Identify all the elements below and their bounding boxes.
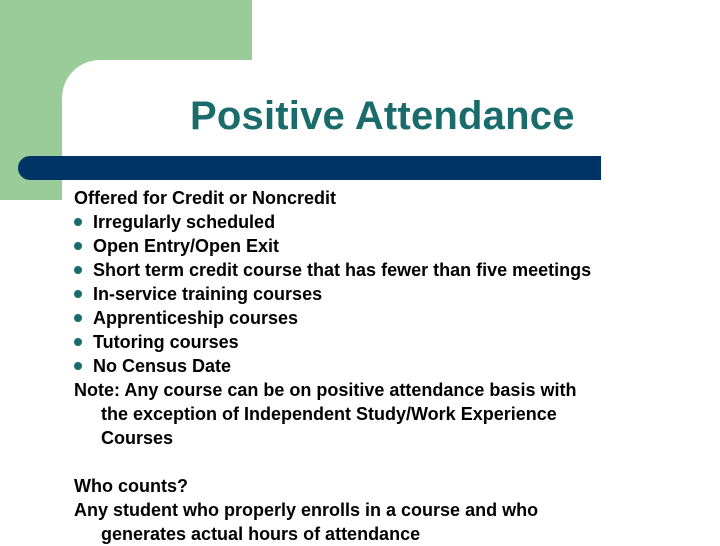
slide-content xyxy=(74,186,714,546)
note-line-continued: Courses xyxy=(101,428,174,448)
question-text: Who counts? xyxy=(74,476,188,496)
bullet-item xyxy=(74,234,714,258)
bullet-text: No Census Date xyxy=(93,356,232,376)
answer-text: Any student who properly enrolls in a course and who xyxy=(74,500,539,520)
bullet-text: Open Entry/Open Exit xyxy=(93,236,280,256)
intro-text: Offered for Credit or Noncredit xyxy=(74,188,337,208)
answer-text-continued: generates actual hours of attendance xyxy=(101,524,421,544)
note-line: Note: Any course can be on positive attendance basis with xyxy=(74,380,577,400)
title-underline-bar xyxy=(18,156,601,180)
bullet-icon xyxy=(74,290,82,298)
bullet-item xyxy=(74,210,714,234)
bullet-item xyxy=(74,306,714,330)
bullet-text: In-service training courses xyxy=(93,284,323,304)
bullet-icon xyxy=(74,242,82,250)
bullet-icon xyxy=(74,266,82,274)
bullet-text: Short term credit course that has fewer than five meetings xyxy=(93,260,592,280)
note-line-continued: the exception of Independent Study/Work Experience xyxy=(101,404,557,424)
bullet-text: Tutoring courses xyxy=(93,332,239,352)
bullet-icon xyxy=(74,218,82,226)
bullet-item xyxy=(74,354,714,378)
bullet-item xyxy=(74,330,714,354)
bullet-text: Irregularly scheduled xyxy=(93,212,276,232)
bullet-icon xyxy=(74,338,82,346)
bullet-icon xyxy=(74,362,82,370)
bullet-text: Apprenticeship courses xyxy=(93,308,299,328)
bullet-item xyxy=(74,258,714,282)
bullet-item xyxy=(74,282,714,306)
bullet-icon xyxy=(74,314,82,322)
slide-title: Positive Attendance xyxy=(190,94,575,138)
spacer xyxy=(74,450,714,474)
